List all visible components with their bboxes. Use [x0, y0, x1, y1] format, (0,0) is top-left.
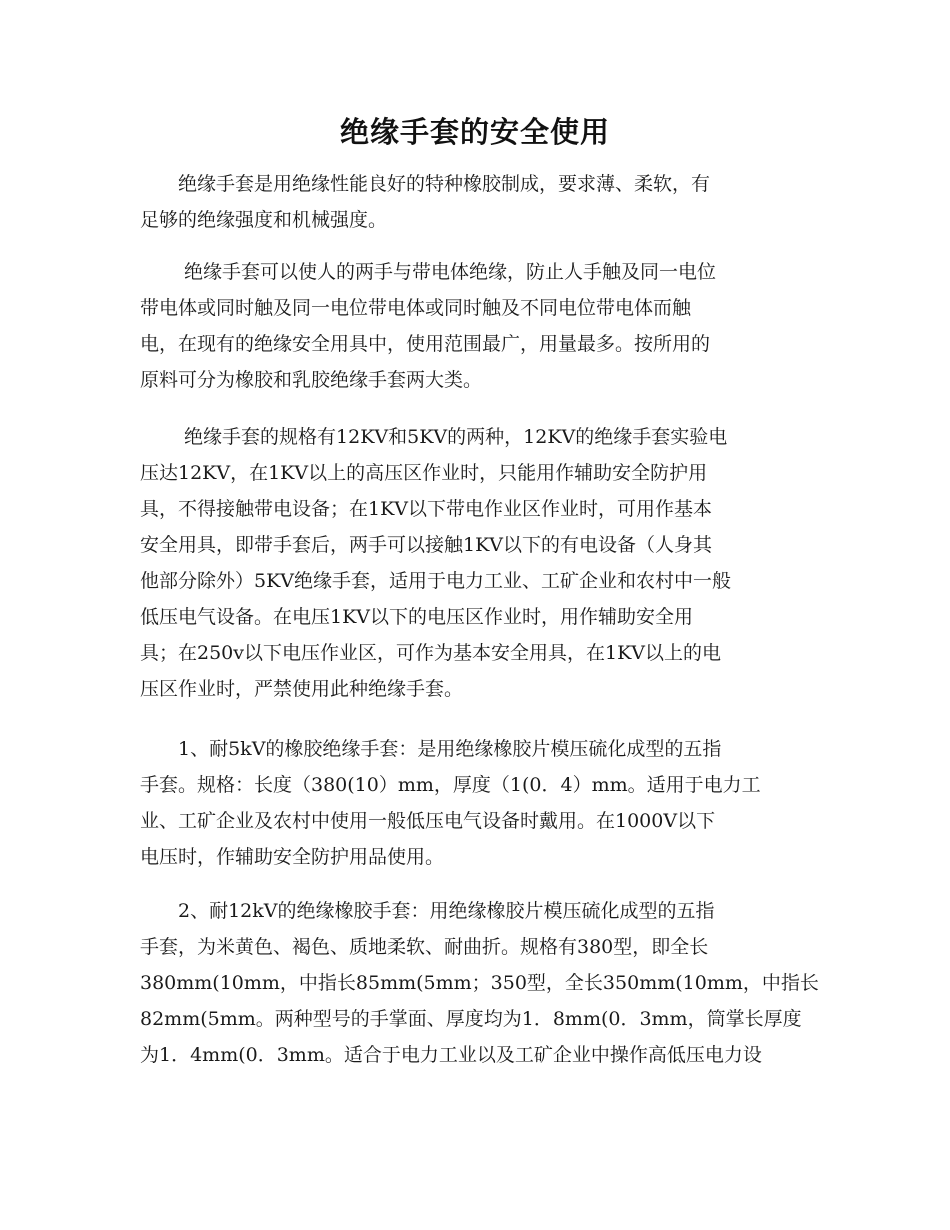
text-line: 电压时，作辅助安全防护用品使用。	[140, 846, 445, 868]
text-line: 安全用具，即带手套后，两手可以接触1KV以下的有电设备（人身其	[140, 534, 713, 556]
paragraph-5	[140, 893, 819, 1073]
paragraph-2	[140, 254, 810, 398]
text-line: 手套，为米黄色、褐色、质地柔软、耐曲折。规格有380型，即全长	[140, 936, 709, 958]
text-line: 压区作业时，严禁使用此种绝缘手套。	[140, 678, 464, 700]
paragraph-1	[140, 166, 810, 238]
text-line: 带电体或同时触及同一电位带电体或同时触及不同电位带电体而触	[140, 297, 692, 319]
text-line: 82mm(5mm。两种型号的手掌面、厚度均为1．8mm(0．3mm，筒掌长厚度	[140, 1008, 802, 1030]
text-line: 绝缘手套可以使人的两手与带电体绝缘，防止人手触及同一电位	[140, 261, 717, 283]
paragraph-4	[140, 731, 810, 875]
text-line: 足够的绝缘强度和机械强度。	[140, 209, 388, 231]
text-line: 具，不得接触带电设备；在1KV以下带电作业区作业时，可用作基本	[140, 498, 713, 520]
text-line: 原料可分为橡胶和乳胶绝缘手套两大类。	[140, 369, 483, 391]
text-line: 压达12KV，在1KV以上的高压区作业时，只能用作辅助安全防护用	[140, 462, 708, 484]
text-line: 为1．4mm(0．3mm。适合于电力工业以及工矿企业中操作高低压电力设	[140, 1044, 762, 1066]
document-title: 绝缘手套的安全使用	[339, 115, 610, 149]
text-line: 低压电气设备。在电压1KV以下的电压区作业时，用作辅助安全用	[140, 606, 694, 628]
text-line: 绝缘手套的规格有12KV和5KV的两种，12KV的绝缘手套实验电	[140, 426, 728, 448]
text-line: 2、耐12kV的绝缘橡胶手套：用绝缘橡胶片模压硫化成型的五指	[140, 900, 715, 922]
text-line: 380mm(10mm，中指长85mm(5mm；350型，全长350mm(10mm，中指长	[140, 972, 819, 994]
text-line: 1、耐5kV的橡胶绝缘手套：是用绝缘橡胶片模压硫化成型的五指	[140, 738, 722, 760]
text-line: 他部分除外）5KV绝缘手套，适用于电力工业、工矿企业和农村中一般	[140, 570, 732, 592]
text-line: 手套。规格：长度（380(10）mm，厚度（1(0．4）mm。适用于电力工	[140, 774, 761, 796]
text-line: 具；在250v以下电压作业区，可作为基本安全用具，在1KV以上的电	[140, 642, 722, 664]
text-line: 绝缘手套是用绝缘性能良好的特种橡胶制成，要求薄、柔软，有	[140, 173, 711, 195]
text-line: 电，在现有的绝缘安全用具中，使用范围最广，用量最多。按所用的	[140, 333, 711, 355]
text-line: 业、工矿企业及农村中使用一般低压电气设备时戴用。在1000V以下	[140, 810, 716, 832]
paragraph-3	[140, 419, 810, 707]
